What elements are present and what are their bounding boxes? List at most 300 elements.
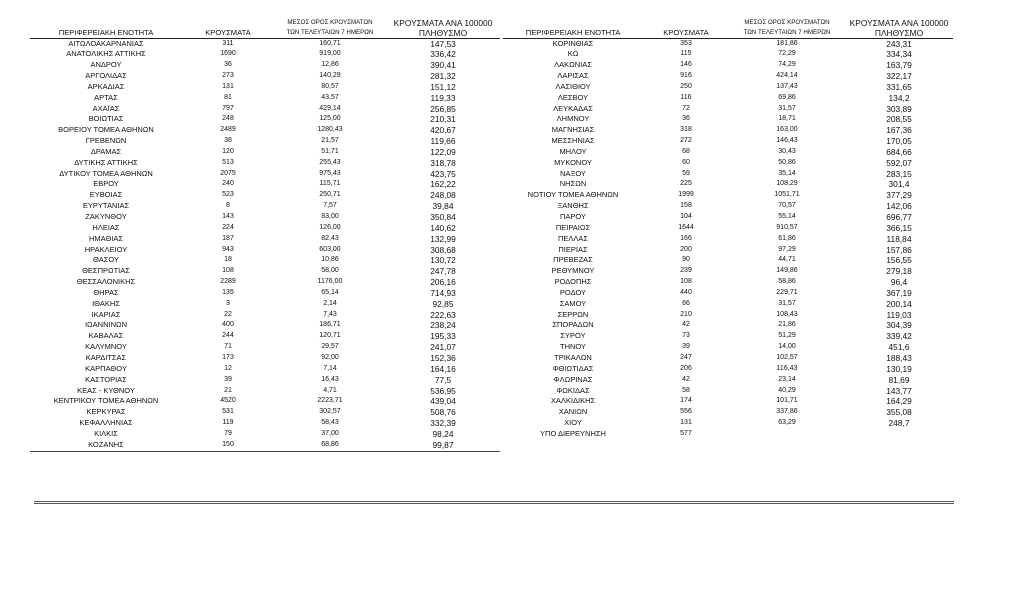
table-row bbox=[503, 179, 953, 190]
cell-region: ΘΕΣΠΡΩΤΙΑΣ bbox=[82, 266, 130, 276]
cell-per100k: 714,93 bbox=[430, 287, 456, 298]
table-row bbox=[30, 71, 500, 82]
cell-avg7: 181,86 bbox=[776, 39, 798, 47]
cell-per100k: 420,67 bbox=[430, 125, 456, 136]
cell-avg7: 255,43 bbox=[319, 158, 341, 166]
table-row bbox=[503, 169, 953, 180]
cell-avg7: 68,86 bbox=[274, 440, 386, 451]
cell-per100k: 77,5 bbox=[434, 374, 452, 385]
table-row bbox=[503, 71, 953, 82]
cell-region: ΣΥΡΟΥ bbox=[560, 331, 586, 341]
cell-region: ΛΑΣΙΘΙΟΥ bbox=[555, 81, 591, 91]
cell-per100k: 140,62 bbox=[430, 222, 456, 233]
cell-region: ΞΑΝΘΗΣ bbox=[557, 201, 589, 211]
cell-avg7: 23,14 bbox=[778, 375, 796, 383]
cell-cases: 104 bbox=[680, 213, 692, 220]
cell-cases: 115 bbox=[680, 50, 692, 58]
cell-avg7: 108,29 bbox=[776, 180, 798, 188]
cell-region: ΕΥΡΥΤΑΝΙΑΣ bbox=[82, 201, 130, 211]
cell-cases: 66 bbox=[682, 299, 690, 307]
cell-region: ΑΡΚΑΔΙΑΣ bbox=[87, 81, 125, 91]
cell-per100k: 163,79 bbox=[886, 60, 912, 71]
table-row bbox=[30, 440, 500, 451]
cell-region: ΚΙΛΚΙΣ bbox=[94, 428, 118, 438]
cell-region: ΚΑΣΤΟΡΙΑΣ bbox=[85, 374, 127, 384]
cell-cases: 90 bbox=[682, 256, 690, 264]
cell-per100k: 119,33 bbox=[430, 92, 456, 103]
cell-region: ΕΒΡΟΥ bbox=[93, 179, 119, 189]
table-row bbox=[30, 331, 500, 342]
cell-cases: 8 bbox=[226, 202, 230, 210]
cell-per100k: 130,72 bbox=[430, 255, 456, 266]
cell-cases: 108 bbox=[680, 278, 692, 286]
cell-per100k: 322,17 bbox=[886, 71, 912, 82]
table-row bbox=[503, 93, 953, 104]
cell-avg7: 14,00 bbox=[778, 343, 796, 351]
table-row bbox=[30, 266, 500, 277]
cell-region: ΠΕΛΛΑΣ bbox=[557, 233, 589, 243]
cell-per100k: 142,06 bbox=[886, 201, 912, 212]
cell-avg7: 30,43 bbox=[778, 147, 796, 155]
cell-avg7: 2223,71 bbox=[317, 397, 343, 405]
table-row bbox=[30, 212, 500, 223]
cell-region: ΝΗΣΩΝ bbox=[559, 179, 587, 189]
table-row bbox=[30, 364, 500, 375]
cell-avg7: 108,43 bbox=[776, 310, 798, 318]
cell-avg7: 82,43 bbox=[321, 234, 339, 242]
cell-avg7: 4,71 bbox=[323, 386, 337, 394]
cell-region: ΖΑΚΥΝΘΟΥ bbox=[85, 212, 127, 221]
cell-avg7: 429,14 bbox=[319, 104, 341, 112]
table-row bbox=[30, 429, 500, 440]
cell-avg7: 603,00 bbox=[319, 245, 341, 253]
cell-per100k: 318,78 bbox=[430, 157, 456, 168]
cell-cases: 36 bbox=[682, 115, 690, 123]
cell-region: ΙΘΑΚΗΣ bbox=[92, 298, 120, 308]
cell-avg7 bbox=[729, 429, 845, 440]
cell-cases: 143 bbox=[222, 213, 234, 220]
cell-avg7: 137,43 bbox=[776, 82, 798, 90]
cell-cases: 73 bbox=[682, 332, 690, 340]
cell-per100k: 367,19 bbox=[886, 287, 912, 298]
cell-region: ΜΑΓΝΗΣΙΑΣ bbox=[551, 125, 595, 135]
cell-avg7: 35,14 bbox=[778, 169, 796, 177]
cell-avg7: 125,00 bbox=[319, 115, 341, 123]
cell-per100k: 98,24 bbox=[432, 428, 454, 439]
table-row bbox=[503, 82, 953, 93]
table-row bbox=[30, 38, 500, 49]
cell-cases: 250 bbox=[680, 82, 692, 90]
cell-per100k: 301,4 bbox=[888, 179, 910, 190]
cell-avg7: 21,57 bbox=[321, 137, 339, 145]
table-row bbox=[503, 190, 953, 201]
cell-region: ΚΕΡΚΥΡΑΣ bbox=[86, 407, 126, 417]
table-row bbox=[503, 429, 953, 440]
table-row bbox=[30, 82, 500, 93]
table-row bbox=[30, 320, 500, 331]
header-cases: ΚΡΟΥΣΜΑΤΑ bbox=[182, 16, 274, 38]
cell-per100k: 119,03 bbox=[886, 309, 912, 320]
cell-region: ΚΟΡΙΝΘΙΑΣ bbox=[552, 38, 594, 48]
cell-per100k: 684,66 bbox=[886, 146, 912, 157]
cell-per100k: 332,39 bbox=[430, 418, 456, 429]
cell-region: ΑΙΤΩΛΟΑΚΑΡΝΑΝΙΑΣ bbox=[68, 38, 144, 48]
cell-region: ΚΕΝΤΡΙΚΟΥ ΤΟΜΕΑ ΑΘΗΝΩΝ bbox=[53, 396, 159, 406]
cell-per100k: 206,16 bbox=[430, 277, 456, 288]
cell-cases: 42 bbox=[682, 375, 690, 383]
cell-avg7: 74,29 bbox=[778, 61, 796, 69]
table-row bbox=[30, 114, 500, 125]
cell-region: ΧΙΟΥ bbox=[564, 418, 582, 428]
cell-region: ΔΥΤΙΚΗΣ ΑΤΤΙΚΗΣ bbox=[74, 157, 138, 167]
cell-per100k: 162,22 bbox=[430, 179, 456, 190]
right-table-block bbox=[503, 16, 953, 440]
cell-region: ΚΑΒΑΛΑΣ bbox=[88, 331, 124, 341]
cell-region: ΦΘΙΩΤΙΔΑΣ bbox=[552, 363, 594, 373]
cell-per100k: 119,66 bbox=[430, 136, 456, 147]
cell-region: ΛΕΣΒΟΥ bbox=[557, 92, 589, 102]
cell-per100k: 238,24 bbox=[430, 320, 456, 331]
header-row bbox=[503, 16, 953, 38]
header-region: ΠΕΡΙΦΕΡΕΙΑΚΗ ΕΝΟΤΗΤΑ bbox=[30, 16, 182, 38]
cell-cases: 146 bbox=[680, 61, 692, 69]
cell-cases: 4520 bbox=[220, 397, 236, 405]
cell-per100k: 304,39 bbox=[886, 320, 912, 331]
cell-avg7: 229,71 bbox=[776, 288, 798, 296]
cell-per100k: 336,42 bbox=[430, 49, 456, 60]
cell-cases: 272 bbox=[680, 137, 692, 145]
table-row bbox=[503, 375, 953, 386]
cell-cases: 108 bbox=[222, 267, 234, 275]
cell-per100k: 99,87 bbox=[386, 440, 500, 451]
cell-region: ΑΝΑΤΟΛΙΚΗΣ ΑΤΤΙΚΗΣ bbox=[66, 49, 146, 59]
cell-cases: 135 bbox=[222, 288, 234, 296]
cell-cases: 797 bbox=[222, 104, 234, 112]
header-row bbox=[30, 16, 500, 38]
cell-cases: 239 bbox=[680, 267, 692, 275]
cell-avg7: 50,86 bbox=[778, 158, 796, 166]
table-row bbox=[30, 190, 500, 201]
table-row bbox=[30, 60, 500, 71]
cell-region: ΝΑΞΟΥ bbox=[560, 168, 586, 178]
cell-region: ΙΚΑΡΙΑΣ bbox=[91, 309, 121, 319]
cell-avg7: 7,14 bbox=[323, 364, 337, 372]
cell-cases: 248 bbox=[222, 115, 234, 123]
table-row bbox=[503, 223, 953, 234]
cell-per100k: 331,65 bbox=[886, 81, 912, 92]
cell-region: ΧΑΝΙΩΝ bbox=[558, 407, 588, 417]
cell-cases: 240 bbox=[222, 180, 234, 188]
table-row bbox=[30, 299, 500, 310]
table-row bbox=[30, 158, 500, 169]
cell-region: ΠΡΕΒΕΖΑΣ bbox=[553, 255, 593, 265]
cell-per100k: 308,68 bbox=[430, 244, 456, 255]
cell-avg7: 102,57 bbox=[776, 353, 798, 361]
cell-avg7: 163,00 bbox=[776, 126, 798, 134]
table-row bbox=[30, 342, 500, 353]
table-row bbox=[30, 353, 500, 364]
cell-region: ΑΡΤΑΣ bbox=[94, 92, 118, 102]
cell-avg7: 31,57 bbox=[778, 104, 796, 112]
cell-avg7: 44,71 bbox=[778, 256, 796, 264]
cell-region: ΓΡΕΒΕΝΩΝ bbox=[85, 136, 127, 146]
cell-avg7: 69,86 bbox=[778, 93, 796, 101]
table-row bbox=[30, 136, 500, 147]
table-row bbox=[503, 407, 953, 418]
cell-per100k: 157,86 bbox=[886, 244, 912, 255]
cell-avg7: 302,57 bbox=[319, 408, 341, 416]
header-avg7: ΜΕΣΟΣ ΟΡΟΣ ΚΡΟΥΣΜΑΤΩΝ ΤΩΝ ΤΕΛΕΥΤΑΙΩΝ 7 ΗΜΕΡΩΝ bbox=[729, 16, 845, 38]
cell-cases: 440 bbox=[680, 288, 692, 296]
cell-avg7: 1051,71 bbox=[774, 191, 800, 199]
cell-per100k: 164,29 bbox=[886, 396, 912, 407]
cell-cases: 3 bbox=[226, 299, 230, 307]
cell-per100k: 152,36 bbox=[430, 352, 456, 363]
cell-region: ΦΩΚΙΔΑΣ bbox=[556, 385, 590, 395]
cell-cases: 166 bbox=[680, 234, 692, 242]
table-row bbox=[30, 310, 500, 321]
cell-avg7: 31,57 bbox=[778, 299, 796, 307]
cell-per100k: 130,19 bbox=[886, 363, 912, 374]
cell-cases: 916 bbox=[680, 72, 692, 80]
bottom-rule bbox=[34, 501, 954, 502]
cell-per100k: 167,36 bbox=[886, 125, 912, 136]
cell-region: ΚΟΖΑΝΗΣ bbox=[30, 440, 182, 451]
cell-region: ΒΟΡΕΙΟΥ ΤΟΜΕΑ ΑΘΗΝΩΝ bbox=[58, 125, 154, 135]
cell-per100k: 390,41 bbox=[430, 60, 456, 71]
cell-avg7: 51,71 bbox=[321, 147, 339, 155]
cell-avg7: 1280,43 bbox=[317, 126, 343, 134]
cell-per100k: 423,75 bbox=[430, 168, 456, 179]
cell-cases: 150 bbox=[182, 440, 274, 451]
cell-cases: 21 bbox=[224, 386, 232, 394]
cell-cases: 22 bbox=[224, 310, 232, 318]
table-row bbox=[503, 299, 953, 310]
cell-per100k: 508,76 bbox=[430, 407, 456, 418]
cell-cases: 1690 bbox=[220, 50, 236, 58]
cell-per100k bbox=[845, 429, 953, 440]
cell-cases: 353 bbox=[680, 39, 692, 47]
table-row bbox=[503, 158, 953, 169]
header-per100k: ΚΡΟΥΣΜΑΤΑ ΑΝΑ 100000 ΠΛΗΘΥΣΜΟ bbox=[845, 16, 953, 38]
cell-avg7: 83,00 bbox=[321, 213, 339, 220]
cell-avg7: 92,00 bbox=[321, 353, 339, 361]
cell-per100k: 303,89 bbox=[886, 103, 912, 114]
table-row bbox=[30, 147, 500, 158]
table-row bbox=[503, 386, 953, 397]
cell-cases: 131 bbox=[680, 419, 692, 427]
table-row bbox=[30, 386, 500, 397]
table-row bbox=[503, 49, 953, 60]
cell-cases: 39 bbox=[224, 375, 232, 383]
cell-cases: 513 bbox=[222, 158, 234, 166]
table-row bbox=[503, 38, 953, 49]
cell-avg7: 70,57 bbox=[778, 202, 796, 210]
table-row bbox=[30, 375, 500, 386]
table-row bbox=[30, 104, 500, 115]
cell-cases: 173 bbox=[222, 353, 234, 361]
cell-per100k: 536,95 bbox=[430, 385, 456, 396]
table-row bbox=[30, 396, 500, 407]
cell-cases: 531 bbox=[222, 408, 234, 416]
cell-cases: 577 bbox=[680, 429, 692, 437]
cell-region: ΗΜΑΘΙΑΣ bbox=[88, 233, 124, 243]
cell-cases: 2489 bbox=[220, 126, 236, 134]
cell-region: ΕΥΒΟΙΑΣ bbox=[89, 190, 123, 200]
cell-per100k: 279,18 bbox=[886, 266, 912, 277]
table-row bbox=[30, 223, 500, 234]
cell-per100k: 696,77 bbox=[886, 212, 912, 222]
cell-per100k: 256,85 bbox=[430, 103, 456, 114]
table-row bbox=[503, 255, 953, 266]
cell-region: ΔΡΑΜΑΣ bbox=[90, 146, 122, 156]
cell-region: ΘΑΣΟΥ bbox=[93, 255, 119, 265]
cell-region: ΚΕΑΣ - ΚΥΘΝΟΥ bbox=[77, 385, 135, 395]
cell-cases: 72 bbox=[682, 104, 690, 112]
cell-cases: 311 bbox=[222, 39, 234, 47]
cell-per100k: 451,6 bbox=[888, 342, 910, 353]
cell-cases: 224 bbox=[222, 223, 234, 231]
cell-cases: 36 bbox=[224, 61, 232, 69]
cell-region: ΚΕΦΑΛΛΗΝΙΑΣ bbox=[79, 418, 133, 428]
cell-cases: 174 bbox=[680, 397, 692, 405]
cell-cases: 38 bbox=[224, 137, 232, 145]
cell-avg7: 101,71 bbox=[776, 397, 798, 405]
cell-cases: 244 bbox=[222, 332, 234, 340]
cell-region: ΝΟΤΙΟΥ ΤΟΜΕΑ ΑΘΗΝΩΝ bbox=[527, 190, 619, 200]
bottom-rule bbox=[34, 503, 954, 504]
table-row bbox=[30, 201, 500, 212]
cell-region: ΙΩΑΝΝΙΝΩΝ bbox=[84, 320, 128, 330]
cell-cases: 225 bbox=[680, 180, 692, 188]
cell-avg7: 43,57 bbox=[321, 93, 339, 101]
cell-per100k: 355,08 bbox=[886, 407, 912, 418]
cell-cases: 81 bbox=[224, 93, 232, 101]
cell-avg7: 21,86 bbox=[778, 321, 796, 329]
cell-avg7: 975,43 bbox=[319, 169, 341, 177]
cell-region: ΘΕΣΣΑΛΟΝΙΚΗΣ bbox=[76, 277, 136, 287]
table-row bbox=[503, 288, 953, 299]
cell-per100k: 247,78 bbox=[430, 266, 456, 277]
header-avg7: ΜΕΣΟΣ ΟΡΟΣ ΚΡΟΥΣΜΑΤΩΝ ΤΩΝ ΤΕΛΕΥΤΑΙΩΝ 7 ΗΜΕΡΩΝ bbox=[274, 16, 386, 38]
cell-region: ΗΛΕΙΑΣ bbox=[92, 222, 120, 232]
cell-cases: 18 bbox=[224, 256, 232, 264]
cell-region: ΤΡΙΚΑΛΩΝ bbox=[554, 352, 592, 362]
cell-cases: 39 bbox=[682, 343, 690, 351]
cell-cases: 158 bbox=[680, 202, 692, 210]
cell-avg7: 55,14 bbox=[778, 213, 796, 220]
table-row bbox=[503, 418, 953, 429]
cell-per100k: 210,31 bbox=[430, 114, 456, 125]
cell-avg7: 160,71 bbox=[319, 39, 341, 47]
cell-region: ΑΡΓΟΛΙΔΑΣ bbox=[85, 71, 127, 81]
cell-avg7: 149,86 bbox=[776, 267, 798, 275]
cell-avg7: 186,71 bbox=[319, 321, 341, 329]
cell-region: ΒΟΙΩΤΙΑΣ bbox=[88, 114, 124, 124]
table-row bbox=[503, 212, 953, 223]
table-row bbox=[503, 277, 953, 288]
table-row bbox=[503, 331, 953, 342]
cell-avg7: 146,43 bbox=[776, 137, 798, 145]
cell-avg7: 61,86 bbox=[778, 234, 796, 242]
table-row bbox=[30, 93, 500, 104]
cell-per100k: 151,12 bbox=[430, 81, 456, 92]
table-row bbox=[503, 125, 953, 136]
cell-avg7: 72,29 bbox=[778, 50, 796, 58]
cell-cases: 119 bbox=[222, 419, 234, 427]
cell-per100k: 377,29 bbox=[886, 190, 912, 201]
cell-avg7: 65,14 bbox=[321, 288, 339, 296]
cell-avg7: 58,86 bbox=[778, 278, 796, 286]
cell-region: ΚΑΛΥΜΝΟΥ bbox=[85, 342, 127, 352]
cell-per100k: 283,15 bbox=[886, 168, 912, 179]
table-row bbox=[30, 288, 500, 299]
cell-per100k: 143,77 bbox=[886, 385, 912, 396]
cell-cases: 2075 bbox=[220, 169, 236, 177]
cases-table-left bbox=[30, 16, 500, 452]
cell-avg7: 337,86 bbox=[776, 408, 798, 416]
cell-region: ΦΛΩΡΙΝΑΣ bbox=[553, 374, 593, 384]
cell-per100k: 122,09 bbox=[430, 146, 456, 157]
cell-region: ΜΥΚΟΝΟΥ bbox=[554, 157, 592, 167]
cell-avg7: 7,57 bbox=[323, 202, 337, 210]
cell-per100k: 96,4 bbox=[890, 277, 908, 288]
cell-per100k: 200,14 bbox=[886, 298, 912, 309]
cell-cases: 68 bbox=[682, 147, 690, 155]
cell-cases: 60 bbox=[682, 158, 690, 166]
cell-avg7: 126,00 bbox=[319, 223, 341, 231]
cell-avg7: 140,29 bbox=[319, 72, 341, 80]
cell-region: ΑΝΔΡΟΥ bbox=[90, 60, 122, 70]
cell-avg7: 58,43 bbox=[321, 419, 339, 427]
cell-per100k: 170,05 bbox=[886, 136, 912, 147]
header-per100k: ΚΡΟΥΣΜΑΤΑ ΑΝΑ 100000 ΠΛΗΘΥΣΜΟ bbox=[386, 16, 500, 38]
cell-cases: 131 bbox=[222, 82, 234, 90]
cell-per100k: 188,43 bbox=[886, 352, 912, 363]
cell-region: ΥΠΟ ΔΙΕΡΕΥΝΗΣΗ bbox=[540, 428, 606, 438]
table-row bbox=[30, 169, 500, 180]
cell-region: ΚΩ bbox=[567, 49, 579, 59]
cell-cases: 187 bbox=[222, 234, 234, 242]
table-row bbox=[30, 234, 500, 245]
table-row bbox=[503, 266, 953, 277]
cell-cases: 79 bbox=[224, 429, 232, 437]
cell-avg7: 120,71 bbox=[319, 332, 341, 340]
cell-region: ΜΕΣΣΗΝΙΑΣ bbox=[551, 136, 595, 146]
cell-avg7: 910,57 bbox=[776, 223, 798, 231]
cell-avg7: 424,14 bbox=[776, 72, 798, 80]
cell-per100k: 366,15 bbox=[886, 222, 912, 233]
cell-cases: 273 bbox=[222, 72, 234, 80]
cell-region: ΚΑΡΠΑΘΟΥ bbox=[85, 363, 127, 373]
cell-avg7: 80,57 bbox=[321, 82, 339, 90]
cell-region: ΔΥΤΙΚΟΥ ΤΟΜΕΑ ΑΘΗΝΩΝ bbox=[59, 168, 153, 178]
table-row bbox=[30, 255, 500, 266]
table-body-right bbox=[503, 38, 953, 440]
cell-cases: 523 bbox=[222, 191, 234, 199]
table-row bbox=[503, 245, 953, 256]
cell-per100k: 339,42 bbox=[886, 331, 912, 342]
cell-region: ΤΗΝΟΥ bbox=[559, 342, 586, 352]
cell-region: ΚΑΡΔΙΤΣΑΣ bbox=[85, 352, 127, 362]
cell-cases: 318 bbox=[680, 126, 692, 134]
cell-avg7: 37,00 bbox=[321, 429, 339, 437]
cell-per100k: 248,08 bbox=[430, 190, 456, 201]
cell-per100k: 241,07 bbox=[430, 342, 456, 353]
table-body-left bbox=[30, 38, 500, 451]
table-row bbox=[503, 310, 953, 321]
cell-cases: 59 bbox=[682, 169, 690, 177]
